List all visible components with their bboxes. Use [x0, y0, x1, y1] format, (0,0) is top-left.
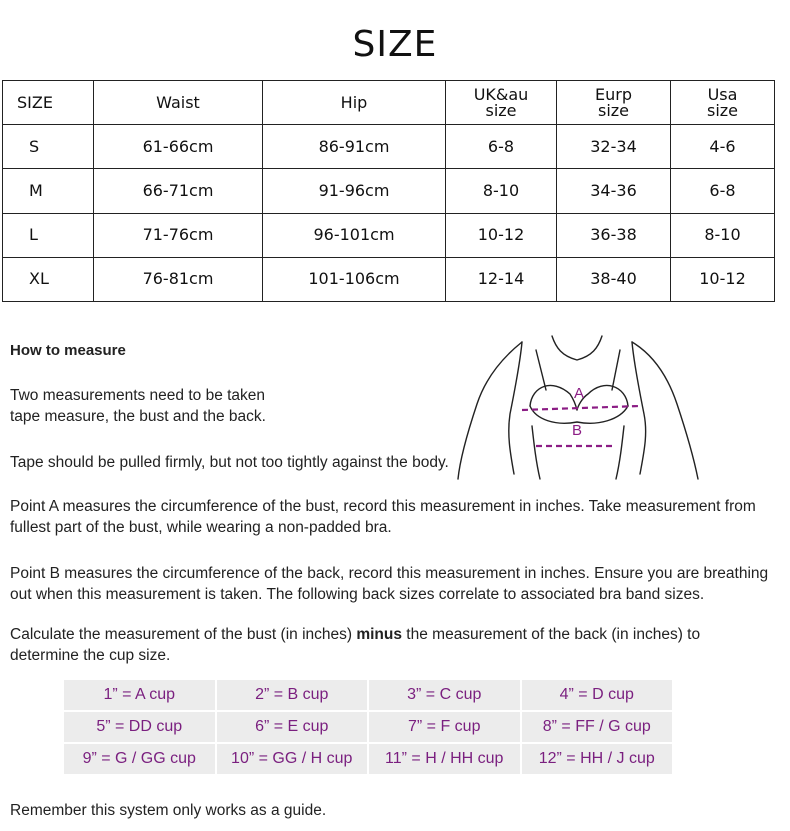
cell-eurp: 38-40	[557, 257, 671, 301]
guide-paragraph-4: Point B measures the circumference of the back, record this measurement in inches. Ensure you are breathing out when this measurement is taken. The following back sizes correlate to associated bra band sizes.	[10, 565, 769, 603]
cell-usa: 8-10	[671, 213, 775, 257]
table-row	[3, 169, 775, 213]
table-row	[3, 213, 775, 257]
cup-cell: 10” = GG / H cup	[217, 744, 368, 774]
cup-cell: 12” = HH / J cup	[522, 744, 673, 774]
minus-emphasis: minus	[356, 626, 402, 643]
cell-eurp: 32-34	[557, 125, 671, 169]
guide-paragraph-2: Tape should be pulled firmly, but not too tightly against the body.	[10, 454, 449, 471]
header-size: SIZE	[3, 81, 94, 125]
cup-cell: 1” = A cup	[64, 680, 215, 710]
cell-ukau: 12-14	[446, 257, 557, 301]
cell-usa: 10-12	[671, 257, 775, 301]
cup-cell: 4” = D cup	[522, 680, 673, 710]
cell-usa: 6-8	[671, 169, 775, 213]
cup-cell: 2” = B cup	[217, 680, 368, 710]
table-row	[64, 712, 672, 742]
cup-cell: 6” = E cup	[217, 712, 368, 742]
table-row	[3, 257, 775, 301]
cell-eurp: 34-36	[557, 169, 671, 213]
cell-hip: 96-101cm	[263, 213, 446, 257]
cup-cell: 3” = C cup	[369, 680, 520, 710]
header-hip: Hip	[263, 81, 446, 125]
table-row	[64, 680, 672, 710]
guide-footer: Remember this system only works as a guide.	[10, 802, 327, 819]
guide-paragraph-5: Calculate the measurement of the bust (in inches) minus the measurement of the back (in inches) to determine the cup size.	[10, 626, 701, 664]
bust-measure-illustration	[452, 334, 702, 484]
cell-waist: 66-71cm	[94, 169, 263, 213]
cell-ukau: 6-8	[446, 125, 557, 169]
cell-hip: 91-96cm	[263, 169, 446, 213]
cell-size: XL	[3, 257, 94, 301]
guide-heading: How to measure	[10, 342, 126, 359]
page-title: SIZE	[352, 24, 438, 65]
table-row	[3, 125, 775, 169]
cell-hip: 86-91cm	[263, 125, 446, 169]
guide-paragraph-1: Two measurements need to be taken tape measure, the bust and the back.	[10, 387, 266, 425]
torso-outline	[458, 336, 698, 479]
cell-size: L	[3, 213, 94, 257]
guide-paragraph-3: Point A measures the circumference of the bust, record this measurement in inches. Take measurement from fullest part of the bust, while wearing a non-padded bra.	[10, 498, 756, 536]
header-ukau: UK&au size	[446, 81, 557, 125]
cell-waist: 61-66cm	[94, 125, 263, 169]
cup-cell: 9” = G / GG cup	[64, 744, 215, 774]
cell-ukau: 8-10	[446, 169, 557, 213]
table-header-row	[3, 81, 775, 125]
cup-size-table	[62, 678, 674, 776]
point-a-label: A	[574, 385, 585, 402]
cell-hip: 101-106cm	[263, 257, 446, 301]
cell-usa: 4-6	[671, 125, 775, 169]
cell-ukau: 10-12	[446, 213, 557, 257]
cell-waist: 76-81cm	[94, 257, 263, 301]
point-b-label: B	[572, 422, 583, 439]
cup-cell: 7” = F cup	[369, 712, 520, 742]
cell-eurp: 36-38	[557, 213, 671, 257]
cell-waist: 71-76cm	[94, 213, 263, 257]
size-chart-table	[2, 80, 775, 302]
header-usa: Usa size	[671, 81, 775, 125]
header-waist: Waist	[94, 81, 263, 125]
cell-size: M	[3, 169, 94, 213]
table-row	[64, 744, 672, 774]
cup-cell: 8” = FF / G cup	[522, 712, 673, 742]
cell-size: S	[3, 125, 94, 169]
cup-cell: 5” = DD cup	[64, 712, 215, 742]
header-eurp: Eurp size	[557, 81, 671, 125]
cup-cell: 11” = H / HH cup	[369, 744, 520, 774]
